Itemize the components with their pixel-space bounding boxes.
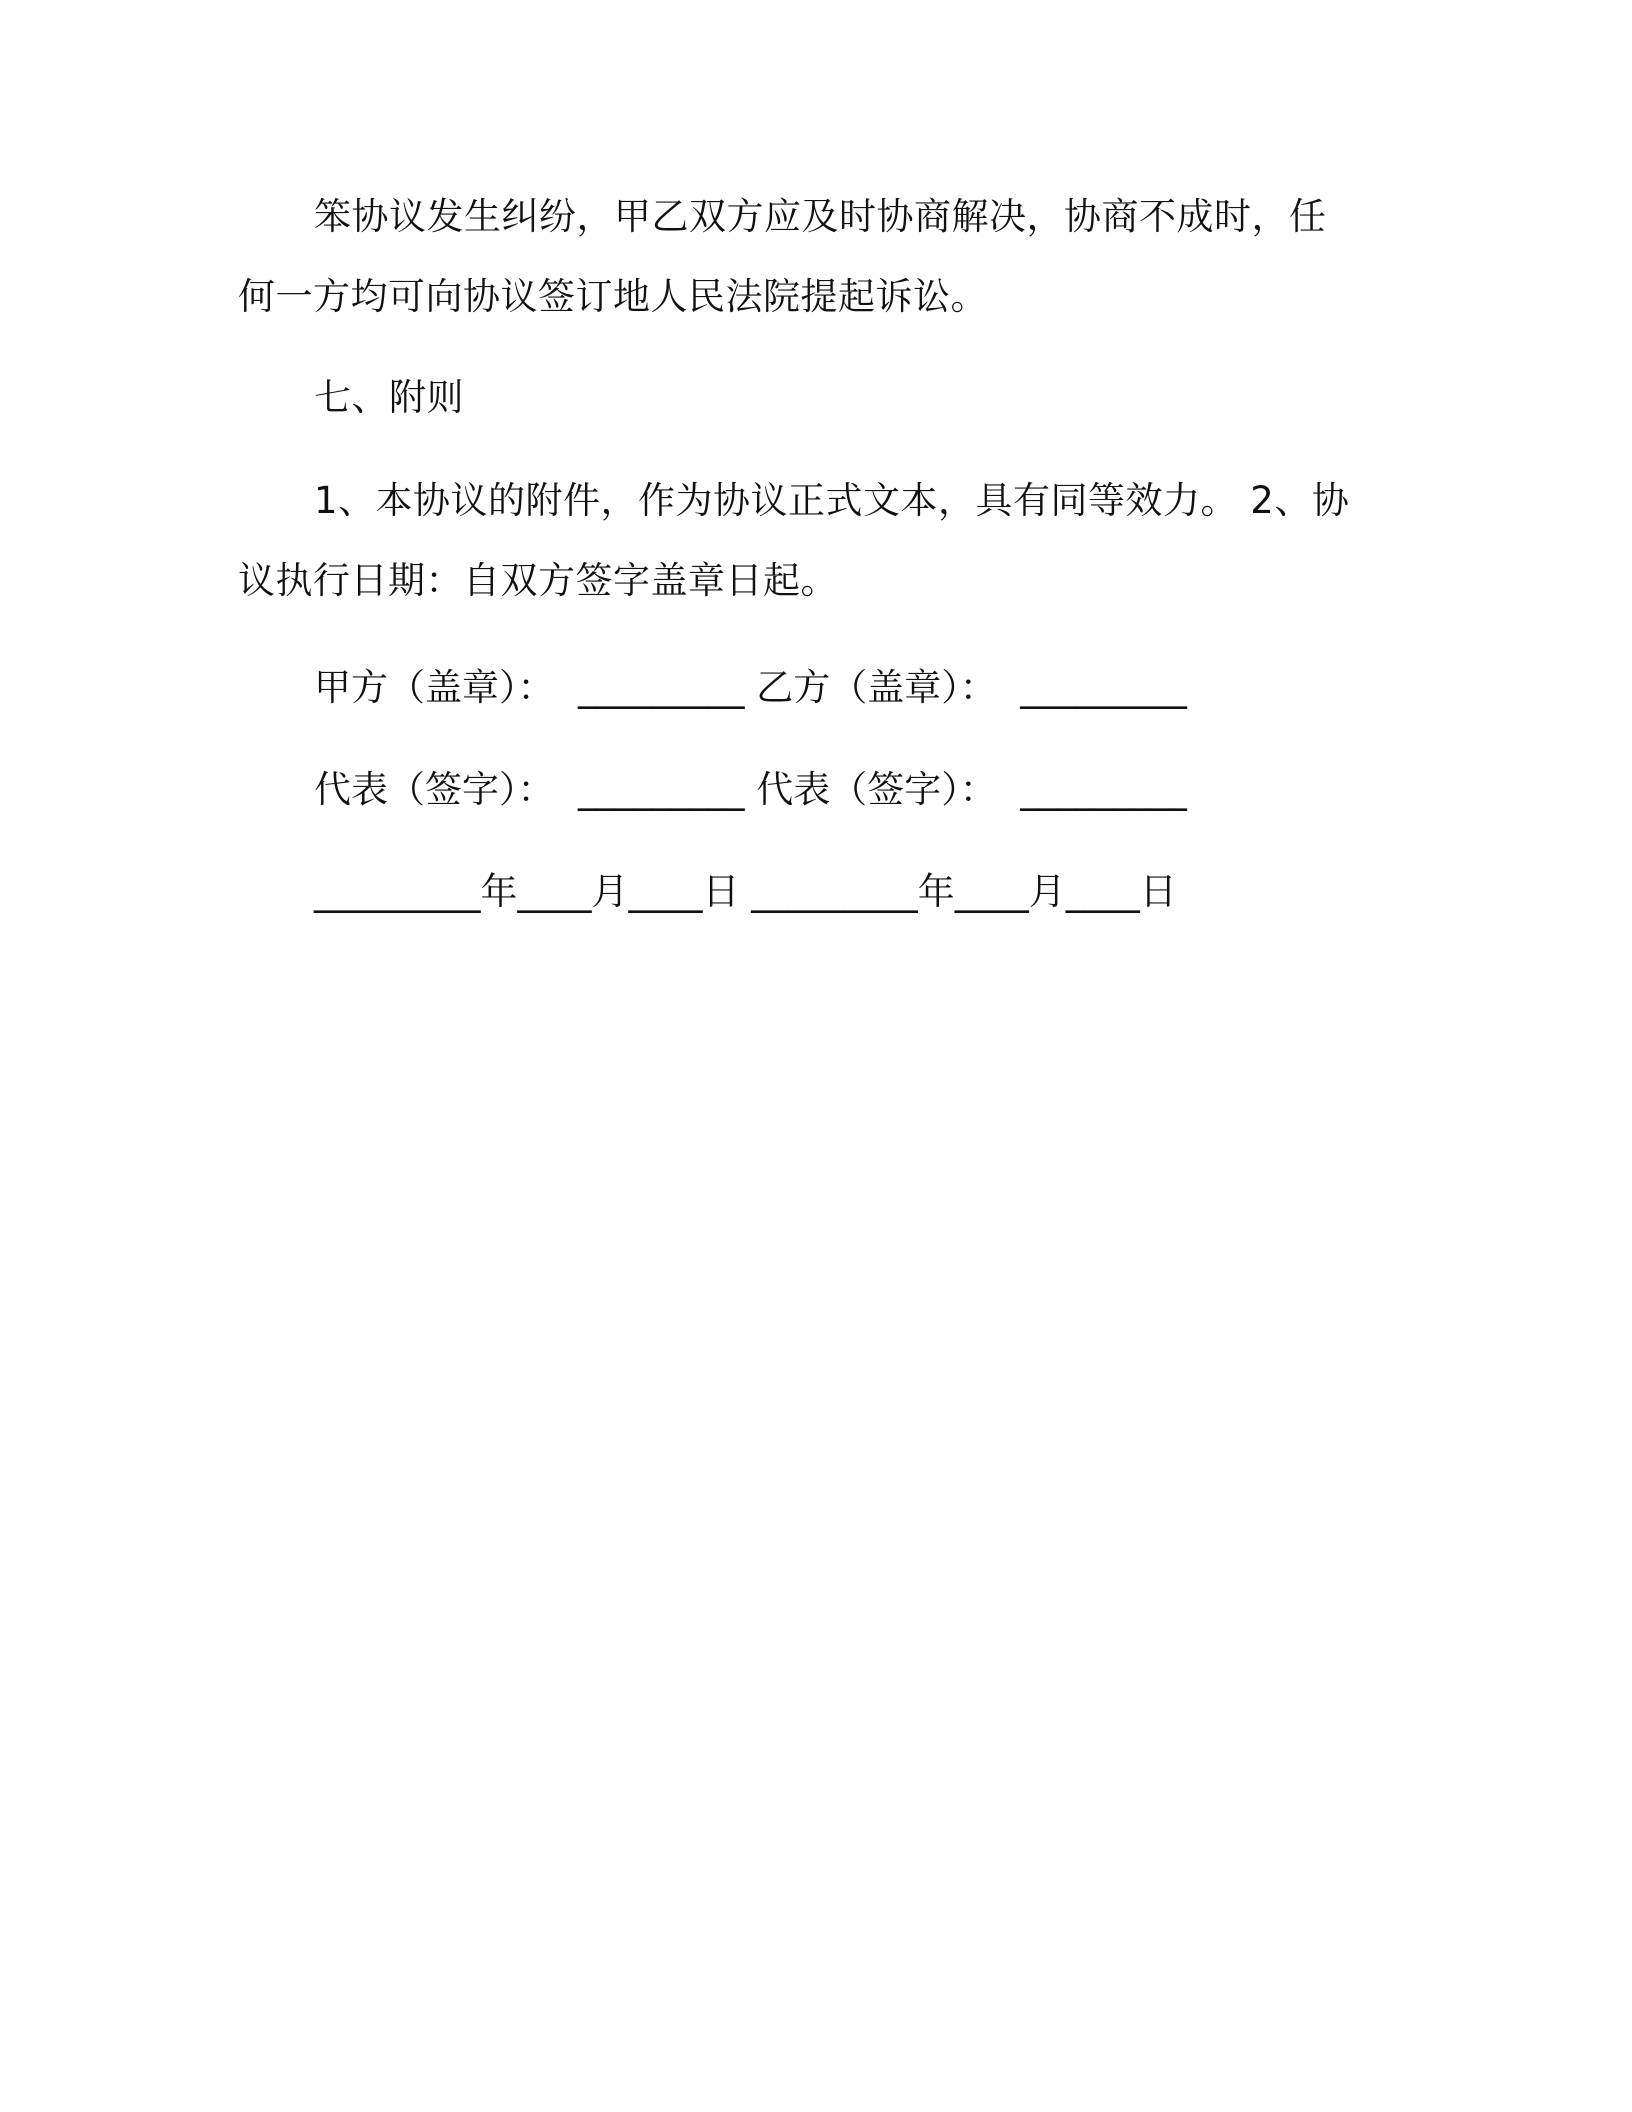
dispute-resolution-paragraph: 笨协议发生纠纷，甲乙双方应及时协商解决，协商不成时，任何一方均可向协议签订地人民法院提起诉讼。: [238, 195, 1327, 318]
date-line: _________年____月____日 _________年____月____日: [314, 870, 1177, 913]
supplementary-terms-paragraph: 1、本协议的附件，作为协议正式文本，具有同等效力。 2、协议执行日期：自双方签字盖章日起。: [238, 479, 1350, 602]
seal-line: 甲方（盖章）： _________ 乙方（盖章）： _________: [314, 666, 1187, 709]
representative-signature-line: 代表（签字）： _________ 代表（签字）： _________: [314, 768, 1187, 811]
section-heading-supplementary: 七、附则: [314, 376, 464, 419]
